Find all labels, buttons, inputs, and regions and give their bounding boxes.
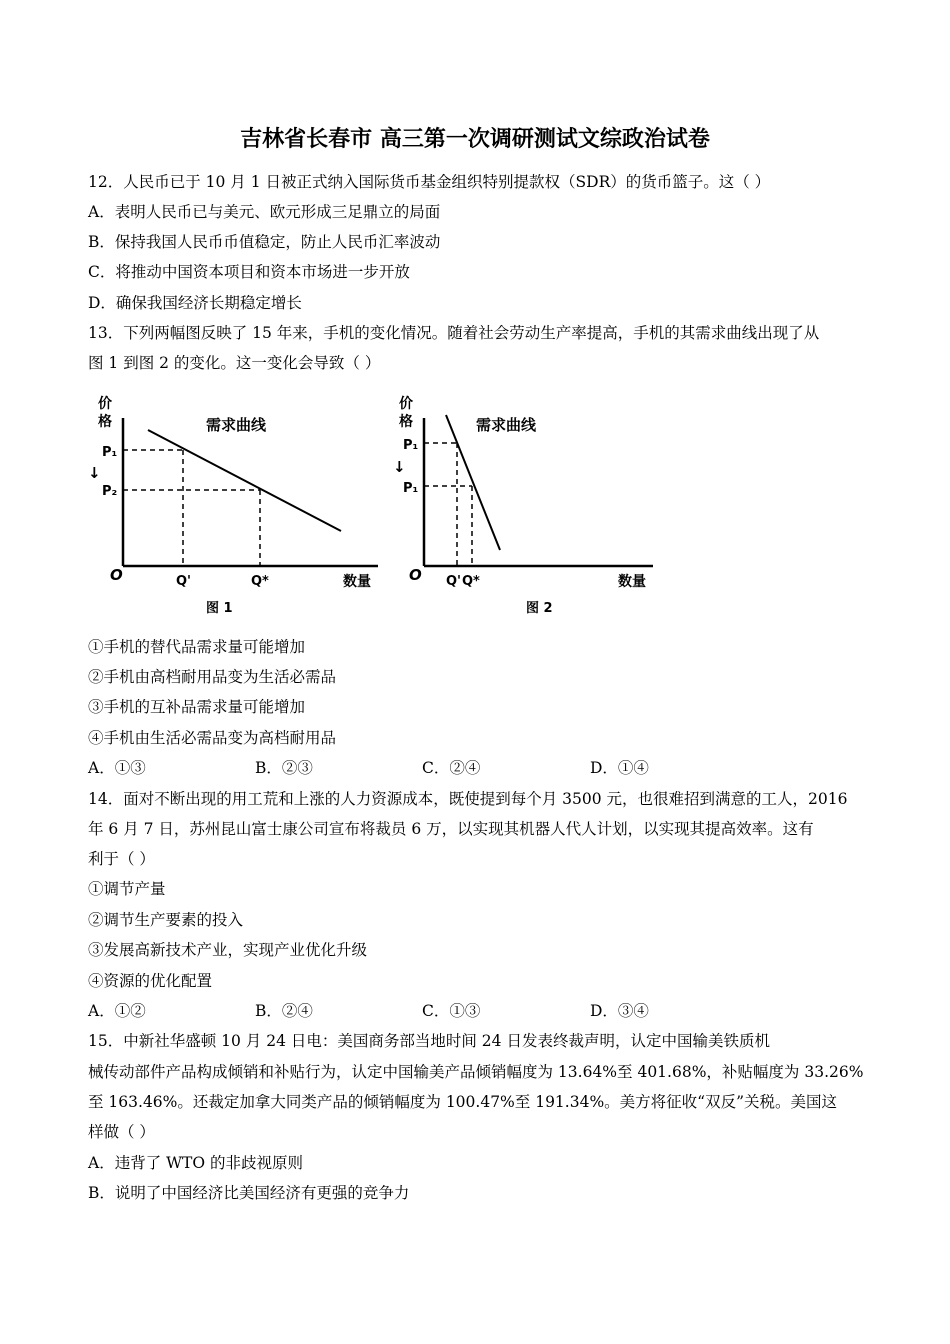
q14-item-2: ②调节生产要素的投入 <box>88 911 244 929</box>
fig2-p1-label: P₁ <box>403 438 419 453</box>
q13-item-2: ②手机由高档耐用品变为生活必需品 <box>88 668 337 686</box>
q14-stem-line1: 14．面对不断出现的用工荒和上涨的人力资源成本，既使提到每个月 3500 元，也很难招到满意的工人，2016 <box>88 790 848 808</box>
figure-2 <box>393 395 653 616</box>
q13-item-4: ④手机由生活必需品变为高档耐用品 <box>88 729 337 747</box>
q14-item-3: ③发展高新技术产业，实现产业优化升级 <box>88 941 368 959</box>
fig2-p2-label: P₁ <box>403 481 419 496</box>
fig2-origin: O <box>409 566 422 584</box>
fig1-x-label: 数量 <box>343 574 371 590</box>
fig2-q2-label: Q* <box>462 574 480 589</box>
q13-item-3: ③手机的互补品需求量可能增加 <box>88 698 306 716</box>
q15-stem-line2: 械传动部件产品构成倾销和补贴行为，认定中国输美产品倾销幅度为 13.64%至 401.68%，补贴幅度为 33.26% <box>88 1063 864 1081</box>
fig2-y-label-2: 格 <box>399 414 413 430</box>
q15-stem-line1: 15．中新社华盛顿 10 月 24 日电：美国商务部当地时间 24 日发表终裁声明，认定中国输美铁质机 <box>88 1032 770 1050</box>
q13-choice-b: B．②③ <box>255 759 313 777</box>
q12-option-a: A．表明人民币已与美元、欧元形成三足鼎立的局面 <box>88 203 441 221</box>
fig1-q1-label: Q' <box>176 574 192 589</box>
fig2-down-arrow: ↓ <box>393 458 406 476</box>
q13-choice-a: A．①③ <box>88 759 146 777</box>
q12-stem: 12．人民币已于 10 月 1 日被正式纳入国际货币基金组织特别提款权（SDR）的货币篮子。这（ ） <box>88 173 771 191</box>
q12-option-c: C．将推动中国资本项目和资本市场进一步开放 <box>88 263 410 281</box>
q14-choice-a: A．①② <box>88 1002 146 1020</box>
fig2-x-label: 数量 <box>618 574 646 590</box>
demand-curve-figures <box>88 388 688 627</box>
fig1-demand-line <box>148 430 341 531</box>
q12-option-b: B．保持我国人民币币值稳定，防止人民币汇率波动 <box>88 233 441 251</box>
q13-choice-c: C．②④ <box>422 759 481 777</box>
fig1-p2-label: P₂ <box>102 484 118 499</box>
figure-1 <box>88 395 378 616</box>
fig1-p1-label: P₁ <box>102 445 118 460</box>
fig1-curve-label: 需求曲线 <box>206 416 267 434</box>
q15-stem-line3: 至 163.46%。还裁定加拿大同类产品的倾销幅度为 100.47%至 191.34%。美方将征收“双反”关税。美国这 <box>88 1093 838 1111</box>
q15-option-a: A．违背了 WTO 的非歧视原则 <box>88 1154 304 1172</box>
q15-option-b: B．说明了中国经济比美国经济有更强的竞争力 <box>88 1184 410 1202</box>
demand-curve-svg <box>88 388 688 623</box>
q14-choice-d: D．③④ <box>590 1002 649 1020</box>
fig2-y-label-1: 价 <box>399 396 413 412</box>
exam-title: 吉林省长春市 高三第一次调研测试文综政治试卷 <box>240 127 710 152</box>
q13-choice-d: D．①④ <box>590 759 649 777</box>
fig1-y-label-2: 格 <box>98 414 112 430</box>
q14-stem-line3: 利于（ ） <box>88 850 155 868</box>
q13-item-1: ①手机的替代品需求量可能增加 <box>88 638 306 656</box>
q13-stem-line1: 13．下列两幅图反映了 15 年来，手机的变化情况。随着社会劳动生产率提高，手机的其需求曲线出现了从 <box>88 324 820 342</box>
fig1-down-arrow: ↓ <box>88 464 101 482</box>
fig2-caption: 图 2 <box>526 601 553 616</box>
fig2-q1-label: Q' <box>446 574 462 589</box>
fig2-demand-line <box>446 415 500 550</box>
fig2-curve-label: 需求曲线 <box>476 416 537 434</box>
fig1-q2-label: Q* <box>251 574 269 589</box>
fig1-caption: 图 1 <box>206 601 233 616</box>
q12-option-d: D．确保我国经济长期稳定增长 <box>88 294 302 312</box>
q14-stem-line2: 年 6 月 7 日，苏州昆山富士康公司宣布将裁员 6 万，以实现其机器人代人计划，以实现其提高效率。这有 <box>88 820 814 838</box>
q13-stem-line2: 图 1 到图 2 的变化。这一变化会导致（ ） <box>88 354 381 372</box>
q15-stem-line4: 样做（ ） <box>88 1123 155 1141</box>
q14-item-4: ④资源的优化配置 <box>88 972 213 990</box>
fig1-origin: O <box>110 566 123 584</box>
q14-choice-b: B．②④ <box>255 1002 313 1020</box>
q14-choice-c: C．①③ <box>422 1002 481 1020</box>
fig1-y-label-1: 价 <box>98 396 112 412</box>
q14-item-1: ①调节产量 <box>88 880 166 898</box>
